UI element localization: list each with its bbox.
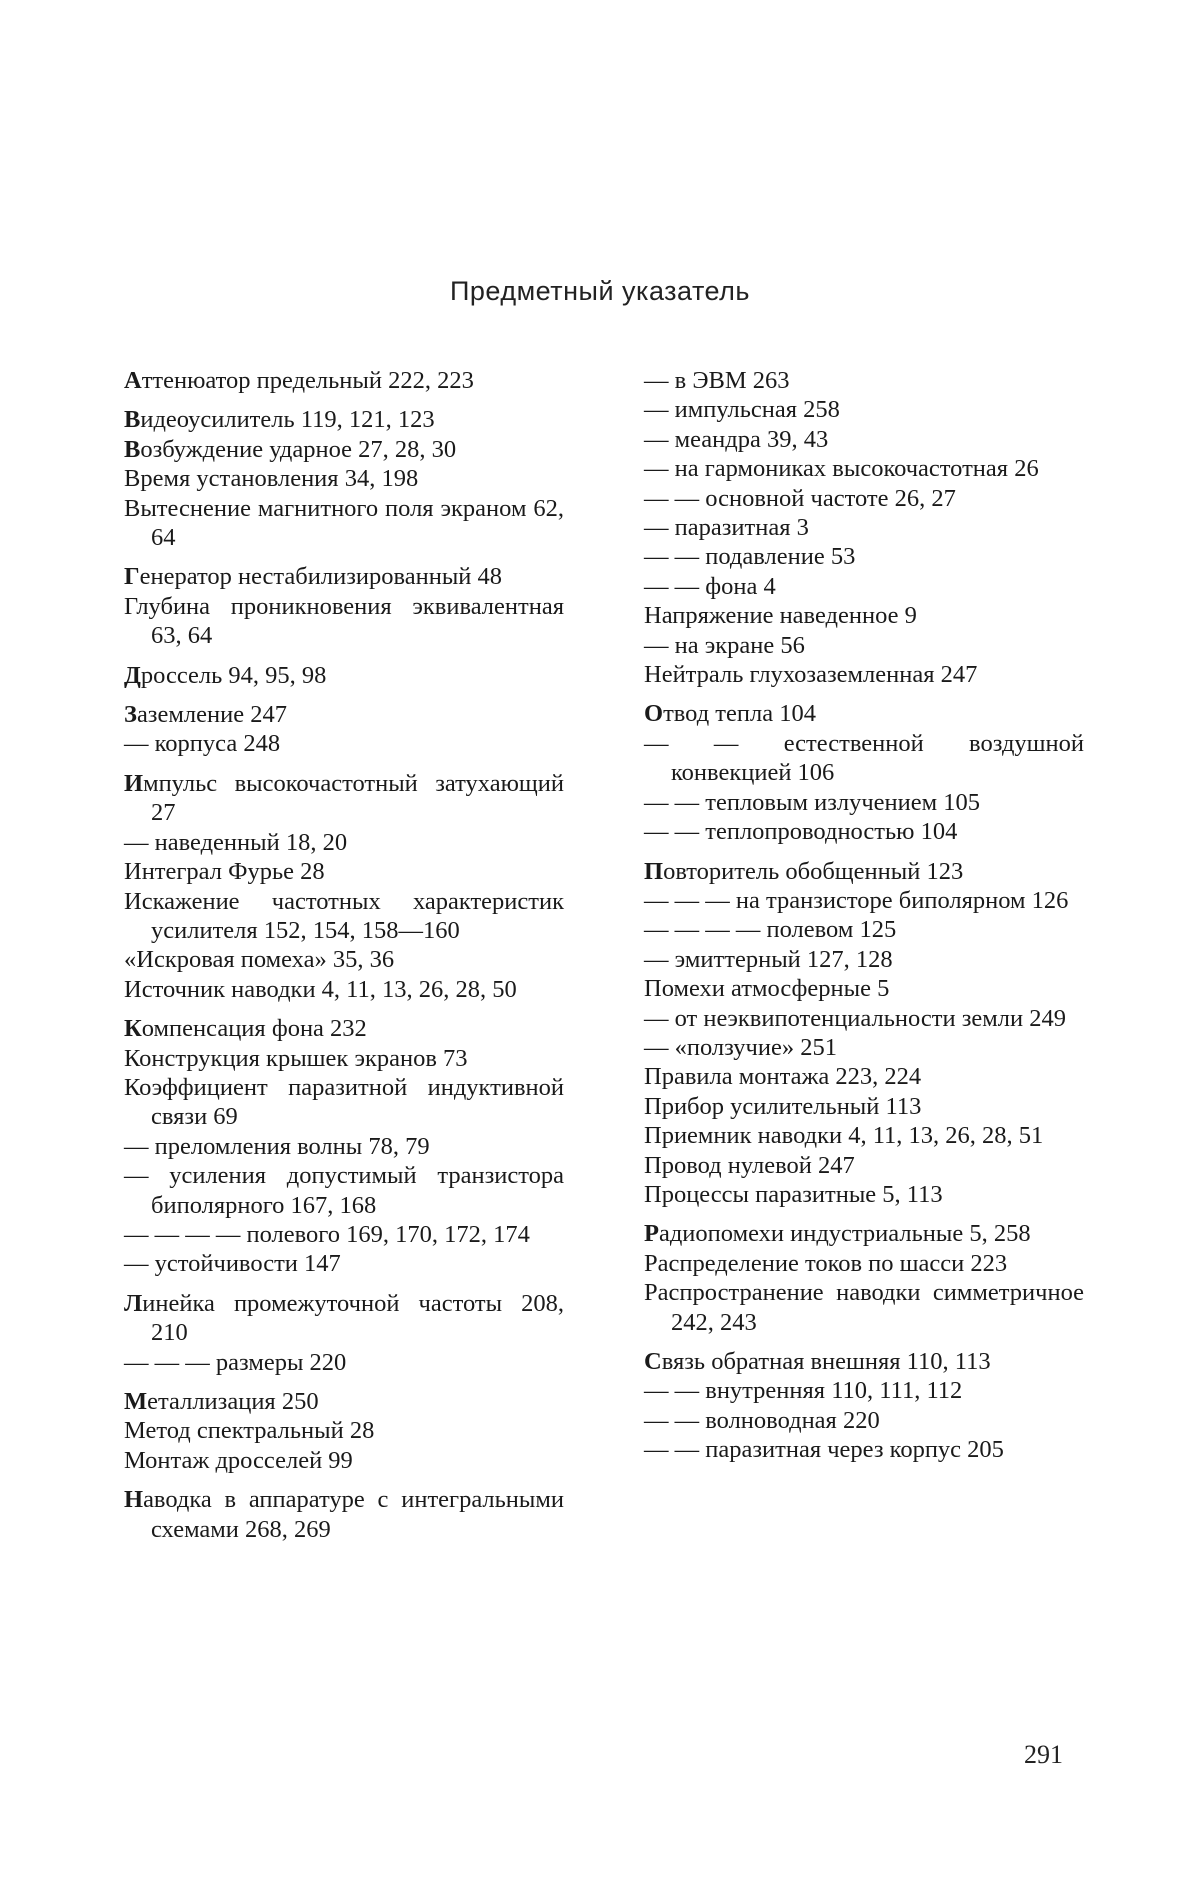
entry-text: Правила монтажа 223, 224 xyxy=(644,1063,922,1091)
index-entry xyxy=(124,1289,564,1348)
letter-group-gap xyxy=(124,651,564,661)
entry-text: овторитель обобщенный 123 xyxy=(663,857,964,885)
entry-initial-letter: О xyxy=(644,700,664,728)
entry-text: — — — — полевого 169, 170, 172, 174 xyxy=(124,1220,530,1248)
index-entry xyxy=(644,454,1084,483)
index-entry xyxy=(124,700,564,729)
index-entry xyxy=(644,425,1084,454)
entry-text: Распространение наводки симметричное 242, 243 xyxy=(644,1279,1084,1336)
entry-text: еталлизация 250 xyxy=(147,1388,319,1415)
entry-initial-letter: И xyxy=(124,769,144,797)
index-entry xyxy=(644,1406,1084,1435)
entry-text: ттенюатор предельный 222, 223 xyxy=(141,367,474,394)
index-entry xyxy=(644,1347,1084,1376)
index-entry xyxy=(124,1485,564,1544)
entry-text: аземление 247 xyxy=(136,701,287,729)
index-entry xyxy=(644,601,1084,630)
index-entry xyxy=(644,1062,1084,1091)
index-entry xyxy=(644,788,1084,817)
index-entry xyxy=(124,1348,564,1377)
index-entry xyxy=(644,542,1084,571)
index-entry xyxy=(124,661,564,690)
entry-text: Помехи атмосферные 5 xyxy=(644,975,890,1003)
entry-text: — — фона 4 xyxy=(644,572,776,600)
entry-text: — — внутренняя 110, 111, 112 xyxy=(644,1377,963,1405)
index-entry xyxy=(124,769,564,828)
index-entry xyxy=(644,1151,1084,1180)
index-entry xyxy=(124,828,564,857)
entry-text: — от неэквипотенциальности земли 249 xyxy=(644,1004,1066,1032)
index-entry xyxy=(124,1073,564,1132)
index-entry xyxy=(644,1219,1084,1248)
entry-text: — — тепловым излучением 105 xyxy=(644,788,981,816)
entry-text: Время установления 34, 198 xyxy=(124,465,419,493)
index-entry xyxy=(124,366,564,395)
letter-group-gap xyxy=(124,1377,564,1387)
index-entry xyxy=(124,1220,564,1249)
index-entry xyxy=(644,1092,1084,1121)
page-number: 291 xyxy=(1024,1740,1063,1769)
index-entry xyxy=(124,945,564,974)
entry-text: — меандра 39, 43 xyxy=(644,425,829,453)
entry-initial-letter: З xyxy=(124,701,137,729)
letter-group-gap xyxy=(644,689,1084,699)
entry-text: твод тепла 104 xyxy=(663,700,816,728)
index-entry xyxy=(124,857,564,886)
entry-initial-letter: С xyxy=(644,1348,662,1375)
index-entry xyxy=(124,494,564,553)
index-entry xyxy=(644,395,1084,424)
index-entry xyxy=(644,1435,1084,1464)
entry-text: — преломления волны 78, 79 xyxy=(124,1132,430,1160)
entry-text: — — — размеры 220 xyxy=(124,1348,347,1376)
index-entry xyxy=(644,915,1084,944)
index-entry xyxy=(124,405,564,434)
index-entry xyxy=(644,572,1084,601)
entry-text: Искажение частотных характеристик усилителя 152, 154, 158—160 xyxy=(124,887,564,944)
index-entry xyxy=(644,945,1084,974)
letter-group-gap xyxy=(124,1004,564,1014)
entry-text: Глубина проникновения эквивалентная 63, 64 xyxy=(124,592,564,650)
index-entry xyxy=(644,366,1084,395)
entry-initial-letter: А xyxy=(124,367,142,394)
letter-group-gap xyxy=(644,1209,1084,1219)
entry-text: Источник наводки 4, 11, 13, 26, 28, 50 xyxy=(124,975,517,1003)
index-entry xyxy=(644,484,1084,513)
entry-text: озбуждение ударное 27, 28, 30 xyxy=(140,435,457,463)
entry-text: — корпуса 248 xyxy=(124,730,281,758)
entry-text: адиопомехи индустриальные 5, 258 xyxy=(658,1220,1031,1248)
entry-text: вязь обратная внешняя 110, 113 xyxy=(661,1348,991,1375)
index-entry xyxy=(124,1014,564,1043)
entry-text: — на гармониках высокочастотная 26 xyxy=(644,455,1039,483)
letter-group-gap xyxy=(124,690,564,700)
entry-text: россель 94, 95, 98 xyxy=(140,661,327,689)
index-entry xyxy=(644,1249,1084,1278)
index-entry xyxy=(124,1387,564,1416)
index-entry xyxy=(644,729,1084,788)
index-entry xyxy=(124,592,564,651)
entry-text: Провод нулевой 247 xyxy=(644,1151,855,1179)
entry-text: — устойчивости 147 xyxy=(124,1250,341,1278)
letter-group-gap xyxy=(644,847,1084,857)
letter-group-gap xyxy=(124,1475,564,1485)
entry-text: Процессы паразитные 5, 113 xyxy=(644,1180,943,1208)
index-column-left xyxy=(124,366,564,1544)
entry-text: — импульсная 258 xyxy=(644,396,840,424)
index-column-right xyxy=(644,366,1084,1465)
index-entry xyxy=(644,886,1084,915)
entry-text: — усиления допустимый транзистора биполярного 167, 168 xyxy=(124,1162,564,1219)
entry-text: «Искровая помеха» 35, 36 xyxy=(124,946,395,974)
entry-initial-letter: Д xyxy=(124,661,141,689)
index-entry xyxy=(124,1416,564,1445)
index-entry xyxy=(124,435,564,464)
entry-text: — — паразитная через корпус 205 xyxy=(644,1436,1004,1464)
index-entry xyxy=(644,1376,1084,1405)
entry-text: Прибор усилительный 113 xyxy=(644,1092,922,1120)
index-entry xyxy=(644,699,1084,728)
entry-text: Нейтраль глухозаземленная 247 xyxy=(644,661,978,689)
entry-text: — — — на транзисторе биполярном 126 xyxy=(644,886,1069,914)
index-entry xyxy=(124,562,564,591)
entry-text: — эмиттерный 127, 128 xyxy=(644,945,893,973)
page-title: Предметный указатель xyxy=(450,276,750,306)
index-entry xyxy=(644,817,1084,846)
index-entry xyxy=(644,1180,1084,1209)
index-entry xyxy=(644,1121,1084,1150)
letter-group-gap xyxy=(644,1337,1084,1347)
index-entry xyxy=(124,887,564,946)
letter-group-gap xyxy=(124,552,564,562)
entry-text: — — теплопроводностью 104 xyxy=(644,818,958,846)
entry-text: Интеграл Фурье 28 xyxy=(124,858,325,886)
entry-initial-letter: П xyxy=(644,857,664,885)
entry-initial-letter: Г xyxy=(124,563,140,591)
entry-text: — «ползучие» 251 xyxy=(644,1033,837,1061)
entry-text: Метод спектральный 28 xyxy=(124,1417,375,1445)
entry-initial-letter: Р xyxy=(644,1220,659,1248)
index-entry xyxy=(644,857,1084,886)
index-entry xyxy=(644,974,1084,1003)
entry-initial-letter: К xyxy=(124,1015,142,1043)
entry-text: — — основной частоте 26, 27 xyxy=(644,484,956,512)
entry-initial-letter: Л xyxy=(124,1289,143,1317)
entry-text: — паразитная 3 xyxy=(644,514,809,542)
index-entry xyxy=(124,975,564,1004)
entry-text: Напряжение наведенное 9 xyxy=(644,602,917,630)
entry-text: — на экране 56 xyxy=(644,631,805,659)
index-entry xyxy=(124,1161,564,1220)
index-entry xyxy=(644,660,1084,689)
entry-text: — — волноводная 220 xyxy=(644,1406,880,1434)
entry-text: Монтаж дросселей 99 xyxy=(124,1446,353,1474)
letter-group-gap xyxy=(124,759,564,769)
index-entry xyxy=(124,1132,564,1161)
letter-group-gap xyxy=(124,1279,564,1289)
index-entry xyxy=(644,1004,1084,1033)
index-entry xyxy=(124,464,564,493)
index-entry xyxy=(124,1249,564,1278)
index-entry xyxy=(124,1044,564,1073)
letter-group-gap xyxy=(124,395,564,405)
entry-text: идеоусилитель 119, 121, 123 xyxy=(140,406,435,434)
entry-text: — — — — полевом 125 xyxy=(644,916,897,944)
entry-initial-letter: В xyxy=(124,435,141,463)
entry-text: Вытеснение магнитного поля экраном 62, 64 xyxy=(124,494,564,552)
index-entry xyxy=(644,513,1084,542)
entry-text: Распределение токов по шасси 223 xyxy=(644,1249,1008,1277)
entry-text: — — подавление 53 xyxy=(644,543,856,571)
index-entry xyxy=(124,729,564,758)
entry-text: инейка промежуточной частоты 208, 210 xyxy=(142,1289,564,1347)
entry-text: Приемник наводки 4, 11, 13, 26, 28, 51 xyxy=(644,1122,1044,1150)
entry-text: Конструкция крышек экранов 73 xyxy=(124,1044,468,1072)
index-entry xyxy=(644,1278,1084,1337)
entry-text: мпульс высокочастотный затухающий 27 xyxy=(143,769,564,827)
index-entry xyxy=(644,1033,1084,1062)
entry-text: — — естественной воздушной конвекцией 106 xyxy=(644,729,1084,787)
entry-text: омпенсация фона 232 xyxy=(141,1015,367,1043)
entry-text: — в ЭВМ 263 xyxy=(644,367,790,394)
entry-text: — наведенный 18, 20 xyxy=(124,828,348,856)
entry-text: аводка в аппаратуре с интегральными схемами 268, 269 xyxy=(143,1486,564,1543)
entry-initial-letter: Н xyxy=(124,1486,144,1514)
entry-initial-letter: М xyxy=(124,1388,148,1415)
index-entry xyxy=(124,1446,564,1475)
entry-text: Коэффициент паразитной индуктивной связи 69 xyxy=(124,1073,564,1131)
entry-text: енератор нестабилизированный 48 xyxy=(139,563,503,591)
entry-initial-letter: В xyxy=(124,406,141,434)
index-entry xyxy=(644,631,1084,660)
